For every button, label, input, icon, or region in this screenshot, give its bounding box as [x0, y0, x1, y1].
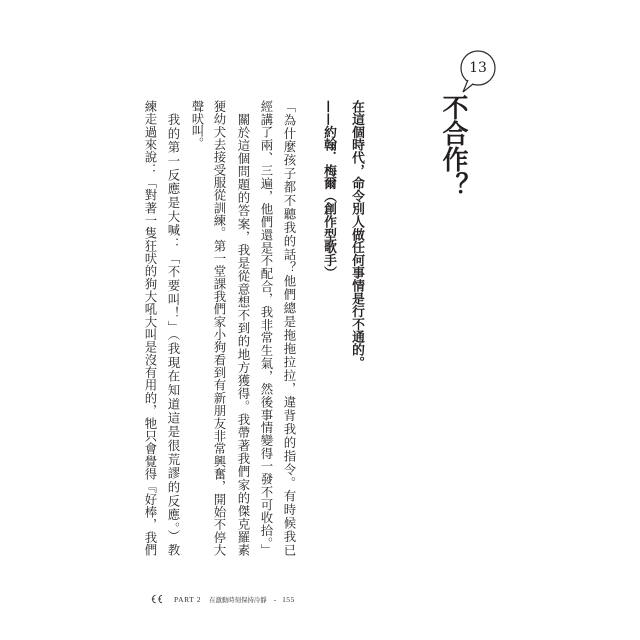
body-line: 關於這個問題的答案，我是從意想不到的地方獲得。我帶著我們家的傑克羅素: [236, 113, 251, 556]
page-number: 155: [282, 594, 295, 604]
footer-section-title: 在激動時刻保持冷靜: [209, 595, 267, 604]
chapter-number: 13: [469, 60, 487, 76]
page-footer: [150, 593, 295, 605]
body-line: 經講了兩、三遍，他們還是不配合，我非常生氣，然後事情變得一發不可收拾。」: [259, 100, 274, 556]
epigraph-attribution: ——約翰．梅爾（創作型歌手）: [321, 100, 336, 280]
footer-separator: -: [273, 594, 277, 604]
body-line: 㹴幼犬去接受服從訓練。第一堂課我們家小狗看到有新朋友非常興奮，開始不停大: [212, 100, 227, 556]
body-line: 我的第一反應是大喊：「不要叫！」（我現在知道這是很荒謬的反應。）教: [166, 113, 181, 556]
body-line: 聲吠叫。: [190, 100, 205, 150]
body-line: 練走過來說：「對著一隻狂吠的狗大吼大叫是沒有用的，牠只會覺得『好棒，我們: [143, 100, 158, 556]
body-line: 「為什麼孩子都不聽我的話？他們總是拖拖拉拉，違背我的指令。有時候我已: [282, 100, 297, 556]
epigraph-quote: 在這個時代，命令別人做任何事情是行不通的。: [349, 100, 364, 369]
footer-part-label: PART 2: [174, 594, 202, 604]
footer-ornament-icon: [150, 594, 164, 604]
chapter-title: 不合作？: [438, 94, 468, 198]
